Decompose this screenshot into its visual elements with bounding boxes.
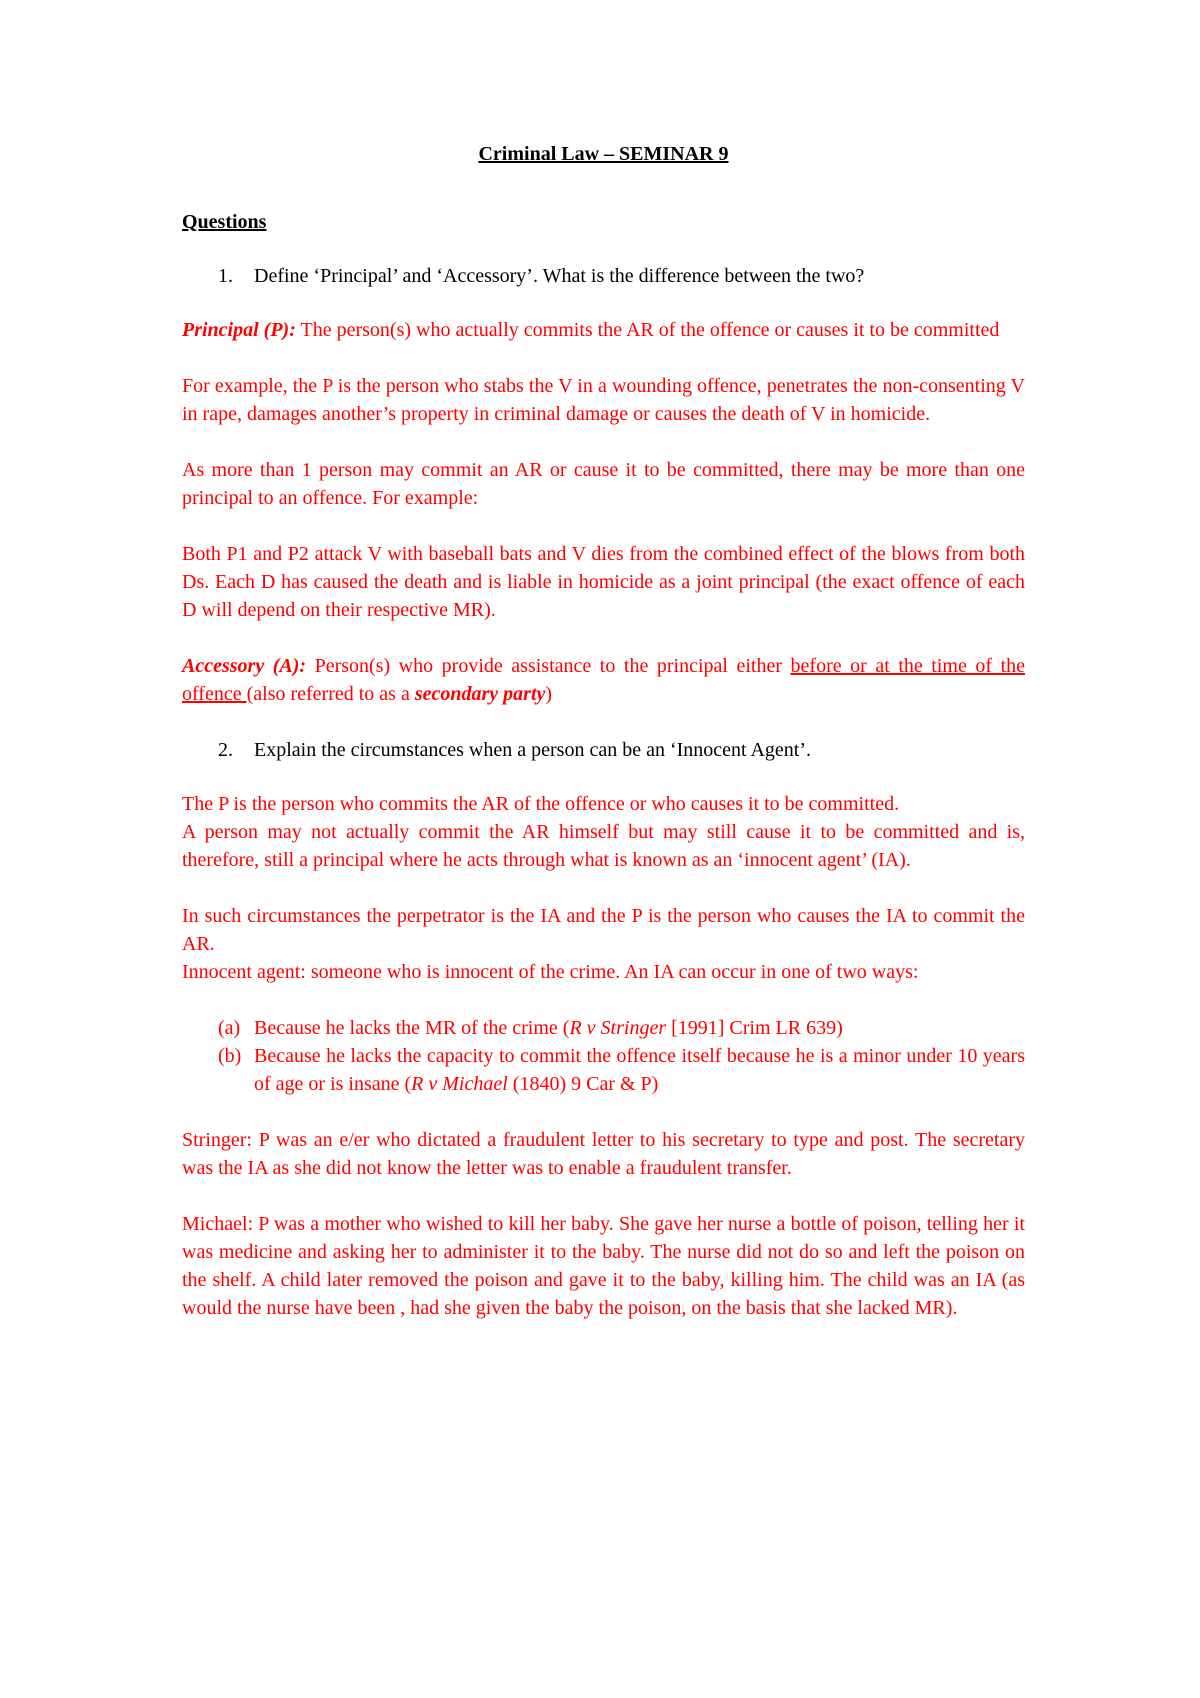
ia-way-a-pre: Because he lacks the MR of the crime ( xyxy=(254,1017,570,1039)
ia-para-1a: The P is the person who commits the AR of the offence or who causes it to be committed. xyxy=(182,793,900,815)
question-2-text: Explain the circumstances when a person can be an ‘Innocent Agent’. xyxy=(254,739,812,761)
accessory-def-underlined: before or at the time of the offence xyxy=(182,655,1025,705)
accessory-definition xyxy=(182,652,1025,708)
ia-way-b xyxy=(182,1042,1025,1098)
ia-way-a xyxy=(182,1014,1025,1042)
stringer-case-summary: Stringer: P was an e/er who dictated a fraudulent letter to his secretary to type and post. The secretary was the IA as she did not know the letter was to enable a fraudulent transfer. xyxy=(182,1129,1025,1179)
ia-para-2a: In such circumstances the perpetrator is the IA and the P is the person who causes the IA to commit the AR. xyxy=(182,905,1025,955)
case-stringer: R v Stringer xyxy=(569,1017,667,1039)
case-michael: R v Michael xyxy=(411,1073,508,1095)
principal-definition xyxy=(182,316,1025,344)
question-1-number: 1. xyxy=(218,265,233,287)
accessory-def-start: Person(s) who provide assistance to the principal either xyxy=(306,655,791,677)
ia-way-b-text xyxy=(254,1042,1025,1098)
ia-way-a-label: (a) xyxy=(218,1017,241,1039)
ia-way-b-post: (1840) 9 Car & P) xyxy=(507,1073,659,1095)
question-2-number: 2. xyxy=(218,739,233,761)
ia-way-b-pre: Because he lacks the capacity to commit the offence itself because he is a minor under 10 years of age or is insane ( xyxy=(254,1045,1025,1095)
principal-example: For example, the P is the person who stabs the V in a wounding offence, penetrates the non-consenting V in rape, damages another’s property in criminal damage or causes the death of V in homicide. xyxy=(182,375,1025,425)
questions-heading: Questions xyxy=(182,211,267,233)
michael-case-summary: Michael: P was a mother who wished to kill her baby. She gave her nurse a bottle of poison, telling her it was medicine and asking her to administer it to the baby. The nurse did not do so and left the poison on the shelf. A child later removed the poison and gave it to the baby, killing him. The child was an IA (as would the nurse have been , had she given the baby the poison, on the basis that she lacked MR). xyxy=(182,1213,1025,1319)
page-title: Criminal Law – SEMINAR 9 xyxy=(478,143,729,165)
accessory-def-end: ) xyxy=(545,683,553,705)
question-1-text: Define ‘Principal’ and ‘Accessory’. What is the difference between the two? xyxy=(254,265,865,287)
ia-way-a-text xyxy=(254,1014,1025,1042)
accessory-def-mid: (also referred to as a xyxy=(246,683,415,705)
document-body xyxy=(182,140,1025,1350)
principal-term: Principal (P): xyxy=(182,319,296,341)
ia-way-a-post: [1991] Crim LR 639) xyxy=(666,1017,843,1039)
accessory-term: Accessory (A): xyxy=(182,655,307,677)
principal-joint: Both P1 and P2 attack V with baseball bats and V dies from the combined effect of the blows from both Ds. Each D has caused the death and is liable in homicide as a joint principal (the exact offence of each D will depend on their respective MR). xyxy=(182,543,1025,621)
ia-para-1b: A person may not actually commit the AR himself but may still cause it to be committed and is, therefore, still a principal where he acts through what is known as an ‘innocent agent’ (IA). xyxy=(182,821,1025,871)
ia-way-b-label: (b) xyxy=(218,1045,242,1067)
principal-more: As more than 1 person may commit an AR or cause it to be committed, there may be more than one principal to an offence. For example: xyxy=(182,459,1025,509)
ia-para-2b: Innocent agent: someone who is innocent of the crime. An IA can occur in one of two ways: xyxy=(182,961,919,983)
question-2 xyxy=(182,736,1025,764)
question-1 xyxy=(182,262,1025,290)
principal-def-text: The person(s) who actually commits the AR of the offence or causes it to be committed xyxy=(295,319,1000,341)
secondary-party-term: secondary party xyxy=(414,683,546,705)
